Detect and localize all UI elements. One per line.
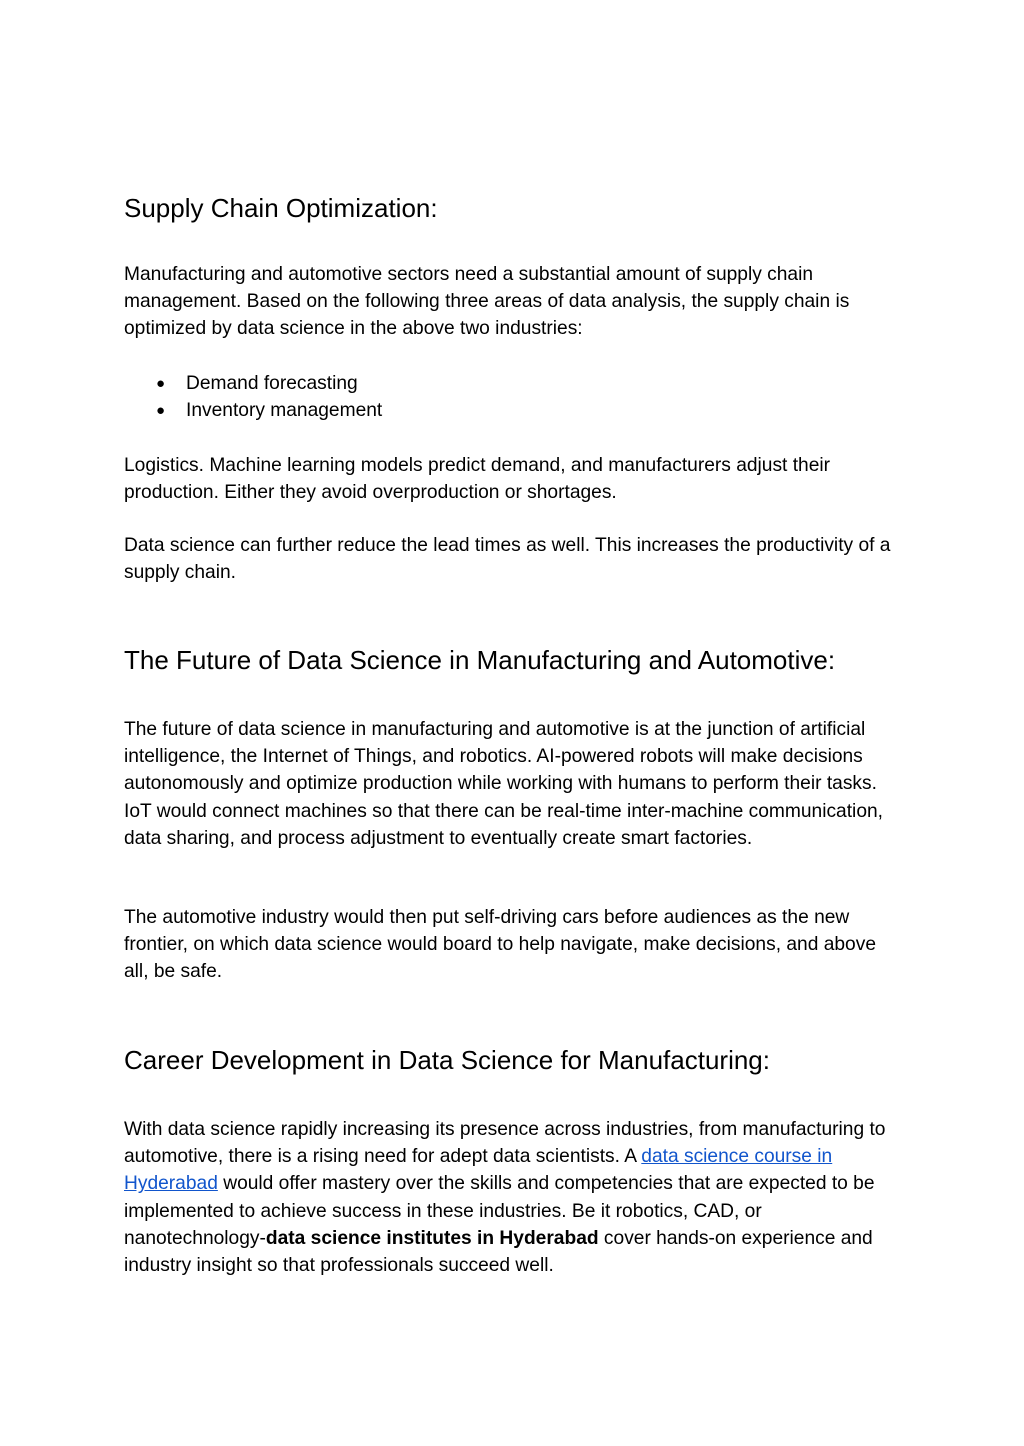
section-heading-future: The Future of Data Science in Manufacturing and Automotive: bbox=[124, 645, 836, 675]
future-paragraph-1: The future of data science in manufacturing and automotive is at the junction of artificial intelligence, the Internet of Things, and robotics. AI-powered robots will make decisions autonomously and optimize production while working with humans to perform their tasks. IoT would connect machines so that there can be real-time inter-machine communication, data sharing, and process adjustment to eventually create smart factories. bbox=[124, 719, 883, 849]
bullet-dot-icon: ● bbox=[156, 375, 166, 392]
list-item bbox=[124, 397, 904, 424]
supply-chain-bullet-list bbox=[124, 370, 904, 424]
career-bold-text: data science institutes in Hyderabad bbox=[265, 1227, 599, 1249]
career-text-2: would offer mastery over the skills and competencies that are expected to be implemented to achieve success in these industries. Be it robotics, CAD, or nanotechnology- bbox=[124, 1173, 875, 1249]
data-science-course-link[interactable]: data science course in Hyderabad bbox=[124, 1146, 833, 1195]
list-item-text: Demand forecasting bbox=[186, 373, 358, 394]
supply-chain-lead-times-paragraph: Data science can further reduce the lead times as well. This increases the productivity of a supply chain. bbox=[124, 535, 891, 584]
career-paragraph bbox=[124, 1116, 904, 1279]
supply-chain-intro: Manufacturing and automotive sectors need a substantial amount of supply chain management. Based on the following three areas of data analysis, the supply chain is optimized by data science in the above two industries: bbox=[124, 264, 850, 340]
career-text-1: With data science rapidly increasing its presence across industries, from manufacturing to automotive, there is a rising need for adept data scientists. A bbox=[124, 1119, 886, 1168]
list-item-text: Inventory management bbox=[186, 400, 383, 422]
future-paragraph-2: The automotive industry would then put self-driving cars before audiences as the new frontier, on which data science would board to help navigate, make decisions, and above all, be safe. bbox=[124, 907, 876, 983]
section-heading-career: Career Development in Data Science for Manufacturing: bbox=[124, 1045, 770, 1075]
career-text-3: cover hands-on experience and industry insight so that professionals succeed well. bbox=[124, 1227, 873, 1277]
supply-chain-logistics-paragraph: Logistics. Machine learning models predict demand, and manufacturers adjust their production. Either they avoid overproduction or shortages. bbox=[124, 455, 831, 504]
bullet-dot-icon: ● bbox=[156, 402, 166, 420]
section-heading-supply-chain: Supply Chain Optimization: bbox=[124, 193, 438, 223]
list-item bbox=[124, 370, 904, 397]
